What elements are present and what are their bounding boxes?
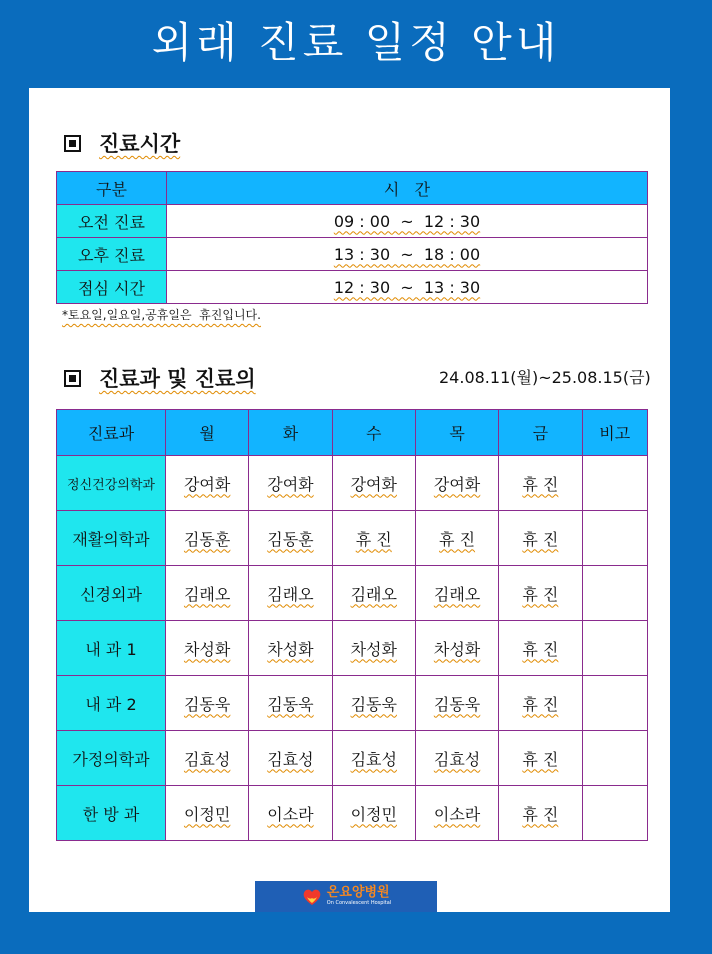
dept-cell: 내 과 1 (57, 621, 166, 676)
doctor-name: 김효성 (183, 749, 231, 769)
doctors-table-header (57, 410, 648, 456)
doctor-cell (332, 786, 415, 841)
table-row (57, 676, 648, 731)
hours-table (56, 171, 648, 304)
doctor-name: 강여화 (433, 474, 481, 494)
doctor-name: 휴 진 (522, 474, 559, 494)
doctor-cell (249, 566, 332, 621)
table-row (57, 271, 648, 304)
doctor-name: 이소라 (267, 804, 314, 824)
hours-row-time: 12 : 30 ~ 13 : 30 (333, 277, 481, 297)
doctor-cell (332, 731, 415, 786)
doctor-cell (415, 676, 498, 731)
doctor-cell (166, 566, 249, 621)
doctor-name: 휴 진 (522, 804, 559, 824)
note-cell (582, 566, 648, 621)
doctor-cell (415, 621, 498, 676)
doctor-cell (166, 786, 249, 841)
doctor-cell (249, 786, 332, 841)
note-cell (582, 786, 648, 841)
holiday-note: *토요일,일요일,공휴일은 휴진입니다. (62, 308, 261, 322)
doctor-cell (415, 731, 498, 786)
doctor-name: 차성화 (433, 639, 481, 659)
hours-header-time: 시 간 (167, 172, 648, 205)
dept-cell: 재활의학과 (57, 511, 166, 566)
doctor-cell (249, 621, 332, 676)
doctor-name: 강여화 (183, 474, 231, 494)
schedule-date-range: 24.08.11(월)~25.08.15(금) (439, 368, 651, 387)
table-row (57, 566, 648, 621)
section-hours-heading (64, 128, 180, 158)
doctor-name: 휴 진 (522, 639, 559, 659)
doctor-cell (249, 676, 332, 731)
doctor-name: 휴 진 (522, 749, 559, 769)
table-row (57, 456, 648, 511)
doctor-name: 김래오 (433, 584, 481, 604)
section-hours-title: 진료시간 (99, 132, 181, 156)
doctor-name: 김동훈 (267, 529, 314, 549)
header-wed: 수 (332, 410, 415, 456)
note-cell (582, 511, 648, 566)
section-doctors-heading (64, 363, 256, 393)
note-cell (582, 731, 648, 786)
doctor-name: 이정민 (183, 804, 231, 824)
doctor-name: 김효성 (350, 749, 397, 769)
doctor-cell (415, 456, 498, 511)
doctor-cell (166, 456, 249, 511)
doctor-cell (499, 786, 582, 841)
doctor-cell (499, 456, 582, 511)
doctor-name: 차성화 (183, 639, 231, 659)
doctor-cell (332, 621, 415, 676)
dept-cell: 신경외과 (57, 566, 166, 621)
doctor-name: 강여화 (267, 474, 314, 494)
doctor-name: 휴 진 (522, 694, 559, 714)
square-bullet-icon (64, 135, 81, 152)
table-row (57, 238, 648, 271)
doctor-cell (166, 676, 249, 731)
table-row (57, 511, 648, 566)
doctor-name: 김동훈 (183, 529, 231, 549)
doctor-name: 김동욱 (350, 694, 397, 714)
doctor-name: 이소라 (433, 804, 481, 824)
square-bullet-icon (64, 370, 81, 387)
doctor-cell (415, 511, 498, 566)
doctor-cell (499, 566, 582, 621)
dept-cell: 한 방 과 (57, 786, 166, 841)
doctor-cell (249, 511, 332, 566)
doctor-name: 김래오 (350, 584, 397, 604)
hours-row-label: 오후 진료 (57, 238, 167, 271)
hours-row-time: 13 : 30 ~ 18 : 00 (333, 244, 481, 264)
doctor-cell (332, 676, 415, 731)
header-thu: 목 (415, 410, 498, 456)
doctor-cell (332, 511, 415, 566)
doctor-name: 휴 진 (439, 529, 476, 549)
doctor-name: 김동욱 (267, 694, 314, 714)
doctor-cell (332, 456, 415, 511)
doctor-cell (332, 566, 415, 621)
doctor-name: 휴 진 (522, 529, 559, 549)
table-row (57, 205, 648, 238)
hours-row-label: 점심 시간 (57, 271, 167, 304)
doctor-cell (499, 621, 582, 676)
doctor-cell (499, 676, 582, 731)
header-dept: 진료과 (57, 410, 166, 456)
heart-hands-icon (301, 887, 323, 907)
doctor-name: 김동욱 (433, 694, 481, 714)
header-tue: 화 (249, 410, 332, 456)
doctor-cell (166, 511, 249, 566)
doctor-cell (415, 566, 498, 621)
schedule-sheet (29, 88, 670, 912)
header-mon: 월 (166, 410, 249, 456)
header-fri: 금 (499, 410, 582, 456)
doctor-name: 김효성 (267, 749, 314, 769)
doctor-cell (415, 786, 498, 841)
doctor-name: 김효성 (433, 749, 481, 769)
doctor-name: 휴 진 (522, 584, 559, 604)
doctor-name: 휴 진 (355, 529, 392, 549)
doctor-name: 차성화 (267, 639, 314, 659)
doctor-cell (166, 621, 249, 676)
doctor-cell (499, 511, 582, 566)
hours-header-category: 구분 (57, 172, 167, 205)
doctor-cell (166, 731, 249, 786)
dept-cell: 가정의학과 (57, 731, 166, 786)
doctor-name: 김래오 (267, 584, 314, 604)
doctors-table (56, 409, 648, 841)
header-note: 비고 (582, 410, 648, 456)
note-cell (582, 456, 648, 511)
doctor-cell (249, 731, 332, 786)
hospital-logo (255, 881, 437, 912)
dept-cell: 내 과 2 (57, 676, 166, 731)
section-doctors-title: 진료과 및 진료의 (99, 367, 256, 391)
dept-cell: 정신건강의학과 (57, 456, 166, 511)
logo-subtitle: On Convalescent Hospital (326, 900, 392, 906)
doctor-name: 김동욱 (183, 694, 231, 714)
hours-row-label: 오전 진료 (57, 205, 167, 238)
doctor-cell (499, 731, 582, 786)
doctor-cell (249, 456, 332, 511)
doctor-name: 이정민 (350, 804, 397, 824)
hours-table-header (57, 172, 648, 205)
note-cell (582, 621, 648, 676)
doctors-table-body (57, 456, 648, 841)
doctor-name: 차성화 (350, 639, 397, 659)
table-row (57, 731, 648, 786)
logo-name: 온요양병원 (326, 885, 390, 900)
table-row (57, 621, 648, 676)
table-row (57, 786, 648, 841)
note-cell (582, 676, 648, 731)
doctor-name: 강여화 (350, 474, 397, 494)
hours-row-time: 09 : 00 ~ 12 : 30 (333, 211, 481, 231)
doctor-name: 김래오 (183, 584, 231, 604)
page-title: 외래 진료 일정 안내 (151, 18, 561, 67)
